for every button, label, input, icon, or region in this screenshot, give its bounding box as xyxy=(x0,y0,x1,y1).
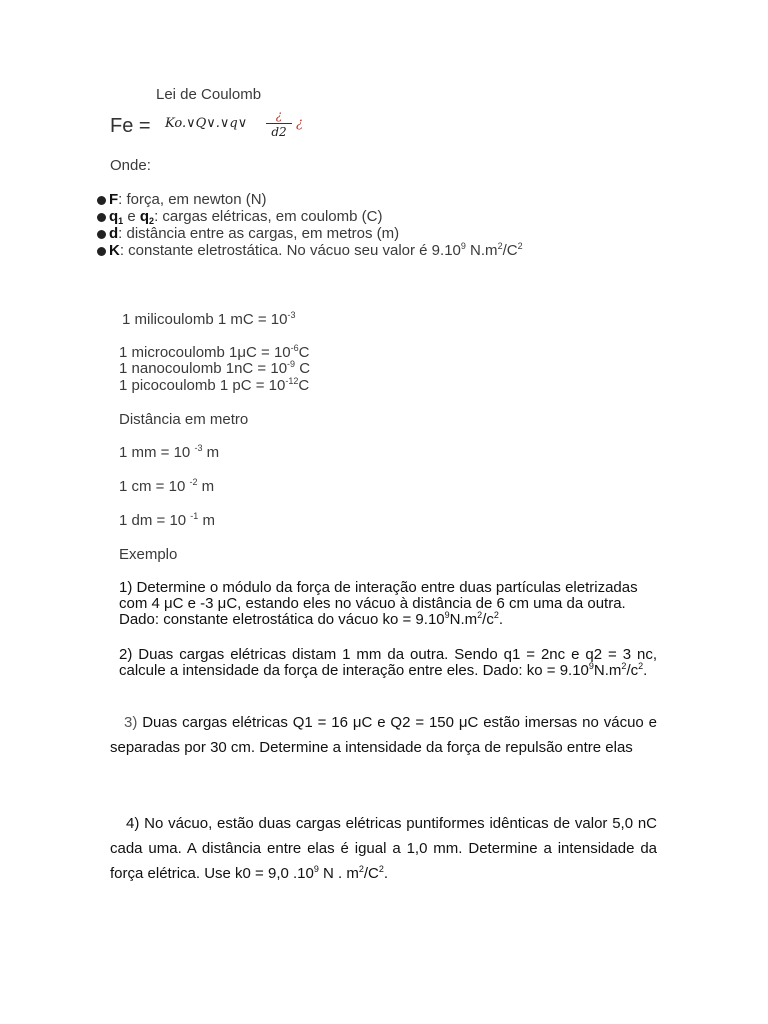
definition-subscript-2: 2 xyxy=(149,216,155,226)
distance-text: 1 cm = 10 xyxy=(119,478,190,495)
definition-text-after-2: /C xyxy=(502,242,518,259)
distance-suffix: m xyxy=(198,512,215,529)
definition-symbol: q xyxy=(109,208,119,225)
bullet-dot-icon xyxy=(97,196,106,205)
exercise-end: . xyxy=(383,865,389,882)
exercise-exponent: 9 xyxy=(444,610,450,620)
unit-suffix: C xyxy=(298,344,310,361)
exercise-end: . xyxy=(498,611,504,628)
distance-exponent: -3 xyxy=(194,443,203,453)
unit-text: 1 nanocoulomb 1nC = 10 xyxy=(119,360,288,377)
example-heading: Exemplo xyxy=(119,546,178,563)
distance-exponent: -2 xyxy=(189,477,198,487)
definition-symbol: F xyxy=(109,191,119,208)
definition-item xyxy=(97,191,523,208)
unit-exponent: -6 xyxy=(290,343,299,353)
definition-text: : distância entre as cargas, em metros (m) xyxy=(118,225,400,242)
formula-fraction xyxy=(266,108,292,139)
exercise-unit-2: /c xyxy=(482,611,494,628)
definition-text-after: N.m xyxy=(465,242,498,259)
unit-line-picocoulomb xyxy=(119,377,309,394)
onde-label: Onde: xyxy=(110,157,151,174)
definition-exponent: 9 xyxy=(460,241,466,251)
exercise-unit: N . m xyxy=(318,865,359,882)
exercise-end: . xyxy=(643,662,648,679)
unit-text: 1 milicoulomb 1 mC = 10 xyxy=(122,311,288,328)
definition-exponent-3: 2 xyxy=(517,241,523,251)
exercise-4 xyxy=(110,811,657,888)
exercise-exponent-2: 2 xyxy=(477,610,483,620)
unit-text: 1 microcoulomb 1μC = 10 xyxy=(119,344,291,361)
exercise-text: 2) Duas cargas elétricas distam 1 mm da outra. Sendo q1 = 2nc e q2 = 3 nc, calcule a intensidade da força de interação entre eles. Dado: ko = 9.10 xyxy=(119,646,657,679)
distance-line-dm xyxy=(119,512,215,529)
exercise-exponent-2: 2 xyxy=(358,864,364,874)
exercise-exponent: 9 xyxy=(313,864,319,874)
distance-suffix: m xyxy=(202,444,220,461)
definition-text: : constante eletrostática. No vácuo seu valor é 9.10 xyxy=(119,242,461,259)
distance-suffix: m xyxy=(197,478,215,495)
exercise-unit-2: /c xyxy=(626,662,639,679)
exercise-unit: N.m xyxy=(449,611,478,628)
fraction-bar xyxy=(266,123,292,124)
exercise-2 xyxy=(119,647,657,680)
definition-text: : cargas elétricas, em coulomb (C) xyxy=(154,208,383,225)
unit-line-nanocoulomb xyxy=(119,360,310,377)
exercise-text: Duas cargas elétricas Q1 = 16 μC e Q2 = 150 μC estão imersas no vácuo e separadas por 30 cm. Determine a intensidade da força de repulsão entre elas xyxy=(110,714,657,756)
definition-item xyxy=(97,225,523,242)
exercise-exponent-3: 2 xyxy=(493,610,499,620)
distance-exponent: -1 xyxy=(190,511,199,521)
exercise-exponent-2: 2 xyxy=(621,661,627,671)
unit-line-milicoulomb xyxy=(122,311,296,328)
exercise-number: 3) xyxy=(124,714,138,731)
definitions-list xyxy=(97,191,523,259)
bullet-dot-icon xyxy=(97,230,106,239)
formula-denominator: d2 xyxy=(271,125,287,139)
formula-expression: Ko.∨Q∨.∨q∨ xyxy=(165,116,248,131)
distance-text: 1 dm = 10 xyxy=(119,512,191,529)
exercise-unit-2: /C xyxy=(363,865,379,882)
bullet-dot-icon xyxy=(97,247,106,256)
distance-text: 1 mm = 10 xyxy=(119,444,195,461)
unit-text: 1 picocoulomb 1 pC = 10 xyxy=(119,377,286,394)
formula-lhs: Fe = xyxy=(110,115,151,137)
unit-exponent: -3 xyxy=(287,310,296,320)
definition-symbol: d xyxy=(109,225,119,242)
unit-exponent: -9 xyxy=(287,359,296,369)
exercise-3 xyxy=(110,710,657,760)
definition-symbol-2: q xyxy=(139,208,150,225)
exercise-text: 1) Determine o módulo da força de interação entre duas partículas eletrizadas com 4 μC e -3 μC, estando eles no vácuo à distância de 6 cm uma da outra. Dado: constante eletrostática do vácuo ko = 9.10 xyxy=(119,579,638,628)
exercise-text: 4) No vácuo, estão duas cargas elétricas puntiformes idênticas de valor 5,0 nC cada uma. A distância entre elas é igual a 1,0 mm. Determine a intensidade da força elétrica. Use k0 = 9,0 .10 xyxy=(110,815,657,882)
unit-exponent: -12 xyxy=(285,376,299,386)
exercise-exponent: 9 xyxy=(588,661,594,671)
unit-suffix: C xyxy=(298,377,310,394)
definition-subscript: 1 xyxy=(118,216,124,226)
distance-heading: Distância em metro xyxy=(119,411,249,428)
formula-numerator: ¿ xyxy=(275,108,283,122)
exercise-exponent-3: 2 xyxy=(378,864,384,874)
exercise-unit: N.m xyxy=(593,662,622,679)
definition-item xyxy=(97,242,523,259)
definition-text: : força, em newton (N) xyxy=(118,191,267,208)
unit-suffix: C xyxy=(295,360,311,377)
distance-line-cm xyxy=(119,478,214,495)
formula-tail: ¿ xyxy=(296,116,303,131)
exercise-1 xyxy=(119,580,657,629)
definition-item xyxy=(97,208,523,225)
unit-line-microcoulomb xyxy=(119,344,310,361)
bullet-dot-icon xyxy=(97,213,106,222)
definition-symbol: K xyxy=(109,242,120,259)
distance-line-mm xyxy=(119,444,219,461)
exercise-exponent-3: 2 xyxy=(638,661,644,671)
page-title: Lei de Coulomb xyxy=(156,86,262,103)
definition-exponent-2: 2 xyxy=(497,241,503,251)
definition-connector: e xyxy=(123,208,140,225)
